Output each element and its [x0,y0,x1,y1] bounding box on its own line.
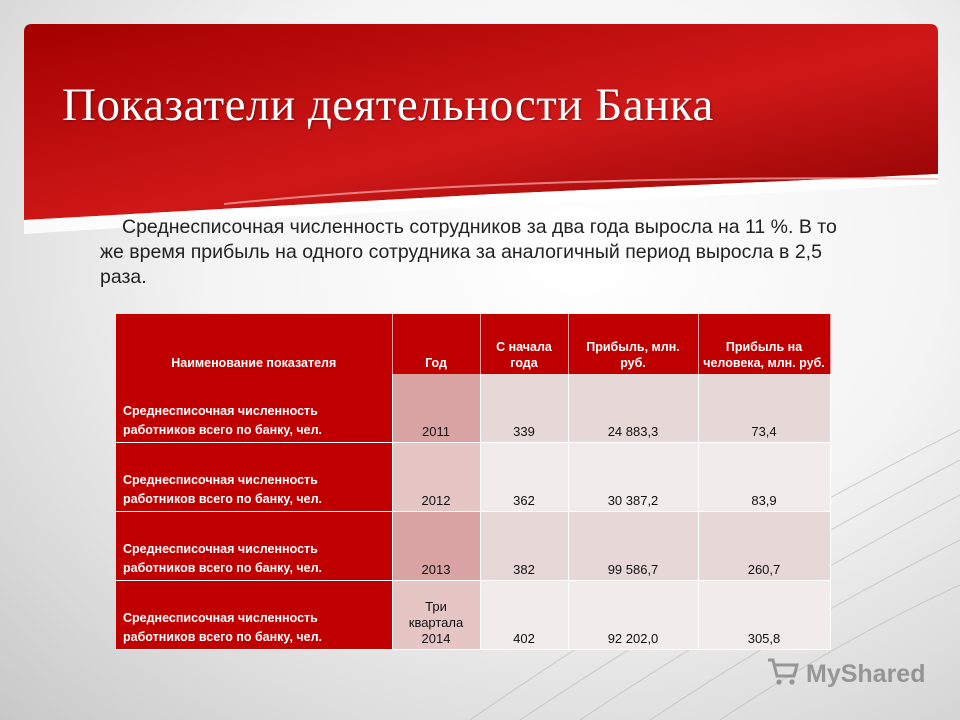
table-row [116,443,830,512]
profit-cell: 30 387,2 [568,443,698,512]
indicators-table [116,314,831,650]
column-header: Прибыль, млн. руб. [568,314,698,374]
year-cell: Три квартала 2014 [392,581,480,650]
profit-per-person-cell: 73,4 [698,374,830,443]
year-cell: 2011 [392,374,480,443]
table-row [116,512,830,581]
count-cell: 339 [480,374,568,443]
profit-per-person-cell: 83,9 [698,443,830,512]
year-cell: 2013 [392,512,480,581]
profit-cell: 99 586,7 [568,512,698,581]
indicator-name-cell: Среднесписочная численность работников всего по банку, чел. [116,581,392,650]
column-header: Год [392,314,480,374]
myshared-watermark [766,656,925,692]
indicator-name-cell: Среднесписочная численность работников всего по банку, чел. [116,512,392,581]
profit-cell: 24 883,3 [568,374,698,443]
cart-icon [766,656,800,693]
column-header: Наименование показателя [116,314,392,374]
count-cell: 362 [480,443,568,512]
table-row [116,581,830,650]
indicator-name-cell: Среднесписочная численность работников всего по банку, чел. [116,374,392,443]
profit-per-person-cell: 305,8 [698,581,830,650]
watermark-text: MyShared [806,659,926,688]
year-cell: 2012 [392,443,480,512]
indicator-name-cell: Среднесписочная численность работников всего по банку, чел. [116,443,392,512]
count-cell: 382 [480,512,568,581]
profit-per-person-cell: 260,7 [698,512,830,581]
table-row [116,374,830,443]
intro-text: Среднесписочная численность сотрудников за два года выросла на 11 %. В то же время прибыль на одного сотрудника за аналогичный период выросла в 2,5 раза. [100,216,837,288]
count-cell: 402 [480,581,568,650]
column-header: Прибыль на человека, млн. руб. [698,314,830,374]
column-header: С начала года [480,314,568,374]
page-title: Показатели деятельности Банка [62,79,714,131]
profit-cell: 92 202,0 [568,581,698,650]
